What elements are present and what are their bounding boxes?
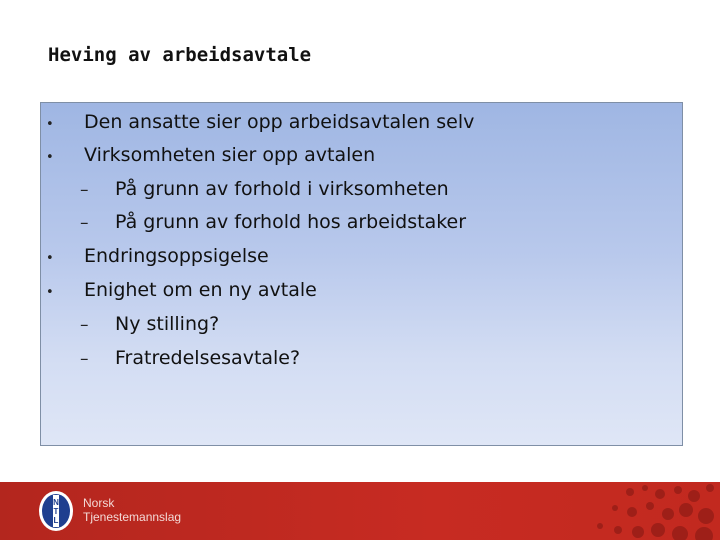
dash-marker: – <box>80 315 89 335</box>
sub-list-item: Ny stilling? <box>115 313 220 335</box>
list-item: Enighet om en ny avtale <box>84 279 317 301</box>
dash-marker: – <box>80 180 89 200</box>
sub-list-item: På grunn av forhold i virksomheten <box>115 178 449 200</box>
decorative-dots-pattern <box>560 482 720 540</box>
bullet-marker: • <box>46 285 54 300</box>
sub-list-item: Fratredelsesavtale? <box>115 347 301 369</box>
organization-name-line1: Norsk <box>83 496 115 510</box>
list-item: Den ansatte sier opp arbeidsavtalen selv <box>84 111 475 133</box>
dash-marker: – <box>80 349 89 369</box>
organization-name-line2: Tjenestemannslag <box>83 510 182 524</box>
ntl-logo-icon <box>38 490 74 532</box>
dash-marker: – <box>80 213 89 233</box>
svg-text:N: N <box>53 498 59 507</box>
bullet-marker: • <box>46 117 54 132</box>
svg-text:T: T <box>53 507 59 516</box>
slide-title: Heving av arbeidsavtale <box>48 44 312 66</box>
bullet-marker: • <box>46 150 54 165</box>
list-item: Virksomheten sier opp avtalen <box>84 144 376 166</box>
organization-name <box>83 496 181 524</box>
bullet-marker: • <box>46 251 54 266</box>
list-item: Endringsoppsigelse <box>84 245 269 267</box>
sub-list-item: På grunn av forhold hos arbeidstaker <box>115 211 467 233</box>
svg-text:L: L <box>53 516 59 525</box>
